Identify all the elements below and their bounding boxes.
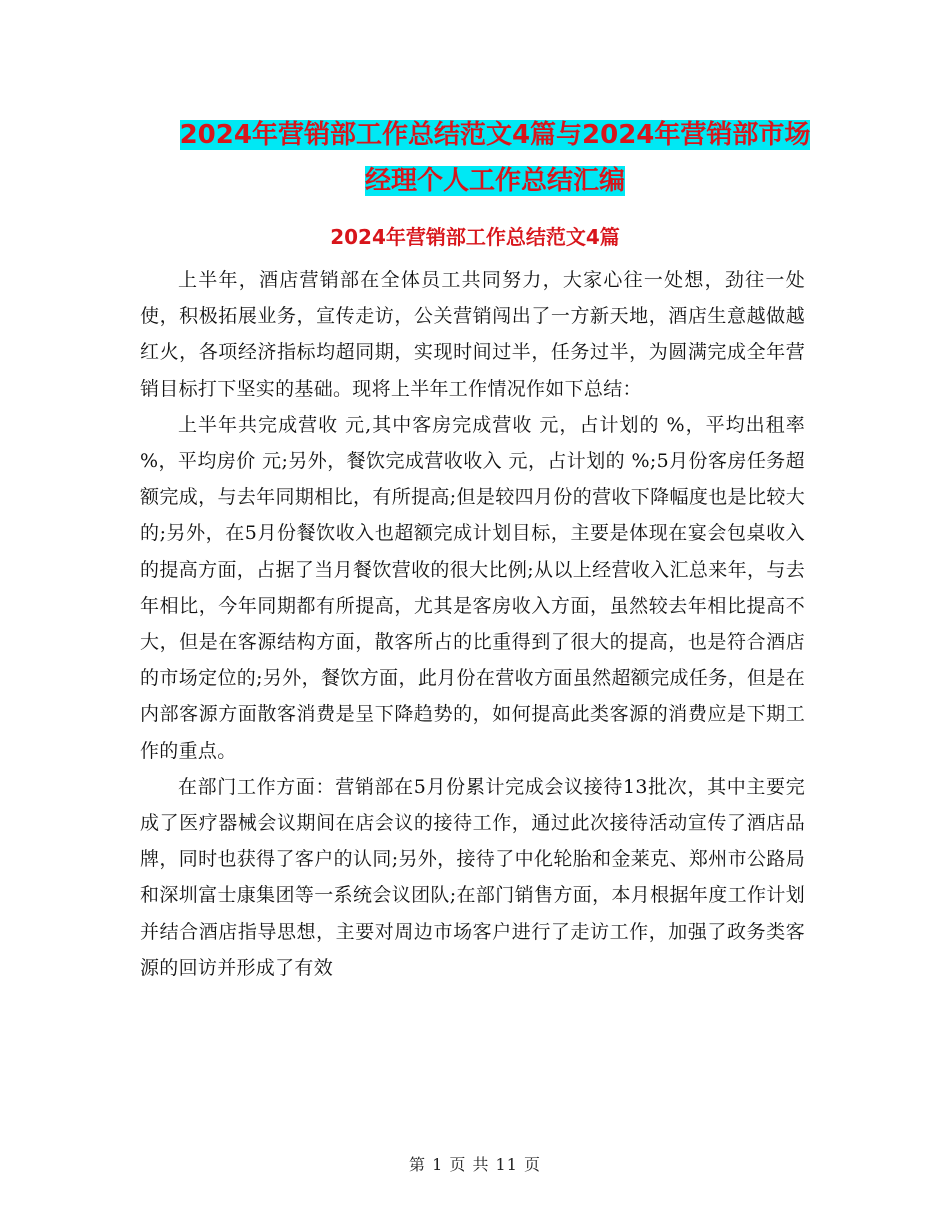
paragraph-2: 上半年共完成营收 元,其中客房完成营收 元，占计划的 %，平均出租率 %，平均房价 元;另外，餐饮完成营收收入 元，占计划的 %;5月份客房任务超额完成，与去年同期相比，有所提高;但是较四月份的营收下降幅度也是比较大的;另外，在5月份餐饮收入也超额完成计划目标，主要是体现在宴会包桌收入的提高方面，占据了当月餐饮营收的很大比例;从以上经营收入汇总来年，与去年相比，今年同期都有所提高，尤其是客房收入方面，虽然较去年相比提高不大，但是在客源结构方面，散客所占的比重得到了很大的提高，也是符合酒店的市场定位的;另外，餐饮方面，此月份在营收方面虽然超额完成任务，但是在内部客源方面散客消费是呈下降趋势的，如何提高此类客源的消费应是下期工作的重点。 [140,413,805,762]
section-heading: 2024年营销部工作总结范文4篇 [330,225,620,249]
paragraph-1: 上半年，酒店营销部在全体员工共同努力，大家心往一处想，劲往一处使，积极拓展业务，宣传走访，公关营销闯出了一方新天地，酒店生意越做越红火，各项经济指标均超同期，实现时间过半，任务过半，为圆满完成全年营销目标打下坚实的基础。现将上半年工作情况作如下总结： [140,269,805,400]
document-title-line-2: 经理个人工作总结汇编 [364,166,625,196]
body-text [140,262,805,986]
document-title-line-1: 2024年营销部工作总结范文4篇与2024年营销部市场 [179,120,811,150]
paragraph-3: 在部门工作方面：营销部在5月份累计完成会议接待13批次，其中主要完成了医疗器械会议期间在店会议的接待工作，通过此次接待活动宣传了酒店品牌，同时也获得了客户的认同;另外，接待了中化轮胎和金莱克、郑州市公路局和深圳富士康集团等一系统会议团队;在部门销售方面，本月根据年度工作计划并结合酒店指导思想，主要对周边市场客户进行了走访工作，加强了政务类客源的回访并形成了有效 [140,775,805,979]
document-title [140,112,850,204]
page-footer: 第 1 页 共 11 页 [409,1155,541,1174]
